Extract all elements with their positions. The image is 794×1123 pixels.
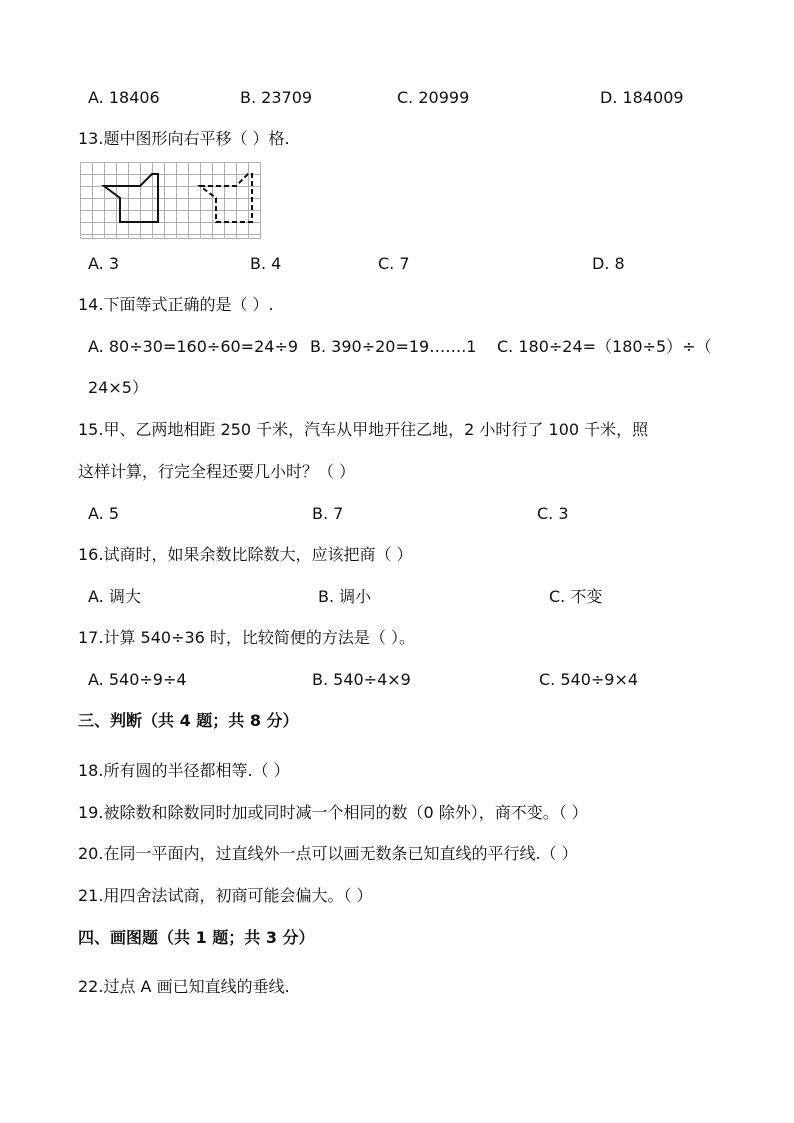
q22-stem: 22.过点 A 画已知直线的垂线. [78,977,290,996]
q19-stem: 19.被除数和除数同时加或同时减一个相同的数（0 除外），商不变。（ ） [78,803,588,822]
q14-option-c: C. 180÷24=（180÷5）÷（ [497,337,712,356]
q18-stem: 18.所有圆的半径都相等.（ ） [78,761,290,780]
q15-option-c: C. 3 [537,504,569,523]
q16-option-b: B. 调小 [318,587,372,606]
q16-option-c: C. 不变 [549,587,603,606]
q12-option-d: D. 184009 [600,88,684,107]
q12-option-b: B. 23709 [240,88,313,107]
q21-stem: 21.用四舍法试商，初商可能会偏大。（ ） [78,886,373,905]
q16-stem: 16.试商时，如果余数比除数大，应该把商（ ） [78,545,413,564]
q14-option-c-continuation: 24×5） [88,378,148,397]
q15-stem-line1: 15.甲、乙两地相距 250 千米，汽车从甲地开往乙地，2 小时行了 100 千米，照 [78,420,649,439]
translation-grid-figure [80,162,264,240]
q13-option-c: C. 7 [378,254,410,273]
q17-option-b: B. 540÷4×9 [312,670,411,689]
q13-option-a: A. 3 [88,254,120,273]
q15-option-b: B. 7 [312,504,344,523]
grid-lines [81,163,261,239]
q14-stem: 14.下面等式正确的是（ ）. [78,295,274,314]
q16-option-a: A. 调大 [88,587,141,606]
q17-option-c: C. 540÷9×4 [539,670,639,689]
q12-option-c: C. 20999 [397,88,470,107]
q12-option-a: A. 18406 [88,88,160,107]
q13-stem: 13.题中图形向右平移（ ）格. [78,129,290,148]
q14-option-b: B. 390÷20=19…….1 [310,337,477,356]
q13-option-d: D. 8 [592,254,625,273]
section-3-heading: 三、判断（共 4 题；共 8 分） [78,711,299,730]
q13-option-b: B. 4 [250,254,282,273]
q15-option-a: A. 5 [88,504,120,523]
q20-stem: 20.在同一平面内，过直线外一点可以画无数条已知直线的平行线.（ ） [78,844,578,863]
q17-option-a: A. 540÷9÷4 [88,670,187,689]
section-4-heading: 四、画图题（共 1 题；共 3 分） [78,928,315,947]
q14-option-a: A. 80÷30=160÷60=24÷9 [88,337,299,356]
q15-stem-line2: 这样计算，行完全程还要几小时？（ ） [78,462,356,481]
q17-stem: 17.计算 540÷36 时，比较简便的方法是（ ）。 [78,628,416,647]
